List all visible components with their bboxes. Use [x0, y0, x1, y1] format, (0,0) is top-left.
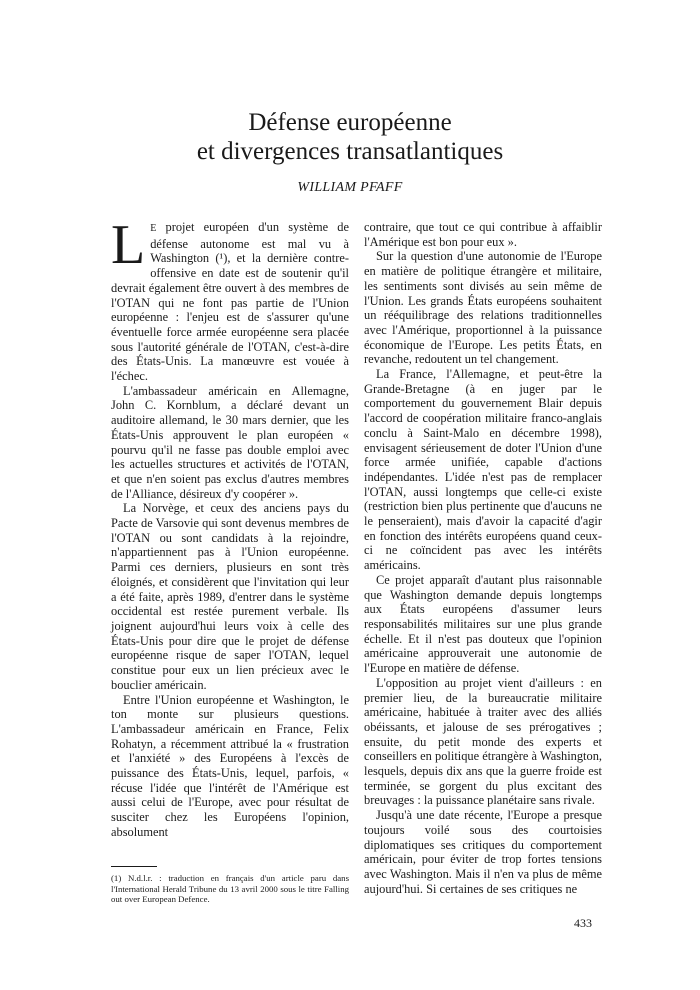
paragraph-right-3: Ce projet apparaît d'autant plus raisonnable que Washington demande depuis longtemps aux États européens d'assumer leurs responsabilités militaires sur une plus grande échelle. Et il n'est pas douteux que l'opinion américaine approuverait une autonomie de l'Europe en matière de défense.	[364, 572, 602, 676]
paragraph-text: projet européen d'un système de défense autonome est mal vu à Washington (¹), et la dernière contre-offensive en date est de soutenir qu'il devrait également être ouvert à des membres de l'OTAN qui ne font pas partie de l'Union européenne : l'enjeu est de s'assurer qu'une éventuelle force armée européenne sera placée sous l'autorité générale de l'OTAN, c'est-à-dire des États-Unis. La manœuvre est vouée à l'échec.	[111, 220, 349, 384]
title-line-2: et divergences transatlantiques	[196, 138, 504, 165]
title-line-1: Défense européenne	[248, 109, 452, 136]
small-cap: E	[150, 223, 157, 234]
footnote: (1) N.d.l.r. : traduction en français d'un article paru dans l'International Herald Tribune du 13 avril 2000 sous le titre Falling out over European Defence.	[111, 873, 349, 904]
paragraph-right-4: L'opposition au projet vient d'ailleurs : en premier lieu, de la bureaucratie militaire américaine, habituée à traiter avec des alliés obéissants, et jalouse de ses prérogatives ; ensuite, du petit monde des experts et conseillers en politique étrangère à Washington, lesquels, depuis dix ans que la guerre froide est terminée, se gorgent du plus excitant des breuvages : la puissance planétaire sans rivale.	[364, 675, 602, 808]
paragraph-left-1: L'ambassadeur américain en Allemagne, John C. Kornblum, a déclaré devant un auditoire allemand, le 30 mars dernier, que les États-Unis approuvent le plan européen « pourvu qu'il ne fasse pas double emploi avec les actuelles structures et activités de l'OTAN, et que n'en soient pas exclus d'autres membres de l'Alliance, désireux d'y coopérer ».	[111, 383, 349, 501]
paragraph-right-1: Sur la question d'une autonomie de l'Europe en matière de politique étrangère et militaire, les sentiments sont divisés au sein même de l'Union. Les grands États européens souhaitent un rééquilibrage des relations traditionnelles avec l'Amérique, proportionnel à la puissance économique de l'Europe. Les petits États, en revanche, redoutent un tel changement.	[364, 249, 602, 367]
paragraph-right-0: contraire, que tout ce qui contribue à affaiblir l'Amérique est bon pour eux ».	[364, 220, 602, 249]
page-number: 433	[574, 916, 592, 930]
paragraph-left-3: Entre l'Union européenne et Washington, le ton monte sur plusieurs questions. L'ambassadeur américain en France, Felix Rohatyn, a récemment attribué la « frustration et l'anxiété » des Européens à l'excès de puissance des États-Unis, lequel, parfois, « récuse l'idée que l'intérêt de l'Amérique est aussi celui de l'Europe, avec pour résultat de susciter chez les Européens l'opinion, absolument	[111, 692, 349, 839]
article-title	[0, 108, 700, 166]
paragraph-right-2: La France, l'Allemagne, et peut-être la Grande-Bretagne (à en juger par le comportement du gouvernement Blair depuis l'accord de coopération militaire franco-anglais conclu à Saint-Malo en décembre 1998), envisagent sérieusement de doter l'Union d'une force armée unifiée, capable d'actions indépendantes. L'idée n'est pas de remplacer l'OTAN, aussi longtemps que celle-ci existe (restriction bien plus pertinente que d'aucuns ne le penseraient), mais d'avoir la capacité d'agir en fonction des intérêts européens quand ceux-ci ne coïncident pas avec les intérêts américains.	[364, 367, 602, 573]
column-left	[111, 214, 349, 840]
column-right	[364, 220, 602, 896]
paragraph-right-5: Jusqu'à une date récente, l'Europe a presque toujours voilé sous des courtoisies diplomatiques ses critiques du comportement américain, pour éviter de trop fortes tensions avec Washington. Mais il n'en va plus de même aujourd'hui. Si certaines de ses critiques ne	[364, 808, 602, 896]
paragraph-left-0	[111, 214, 349, 384]
footnote-divider	[111, 866, 157, 867]
paragraph-left-2: La Norvège, et ceux des anciens pays du Pacte de Varsovie qui sont devenus membres de l'OTAN ou sont candidats à la rejoindre, n'appartiennent pas à l'Union européenne. Parmi ces derniers, plusieurs en sont très éloignés, et considèrent que l'invitation qui leur a été faite, après 1989, d'entrer dans le système occidental est restée purement verbale. Ils joignent aujourd'hui leurs voix à celle des États-Unis pour dire que le projet de défense européenne risque de saper l'OTAN, lequel constitue pour eux un lien précieux avec le bouclier américain.	[111, 501, 349, 692]
drop-cap: L	[111, 214, 146, 276]
author-name: WILLIAM PFAFF	[297, 180, 403, 195]
